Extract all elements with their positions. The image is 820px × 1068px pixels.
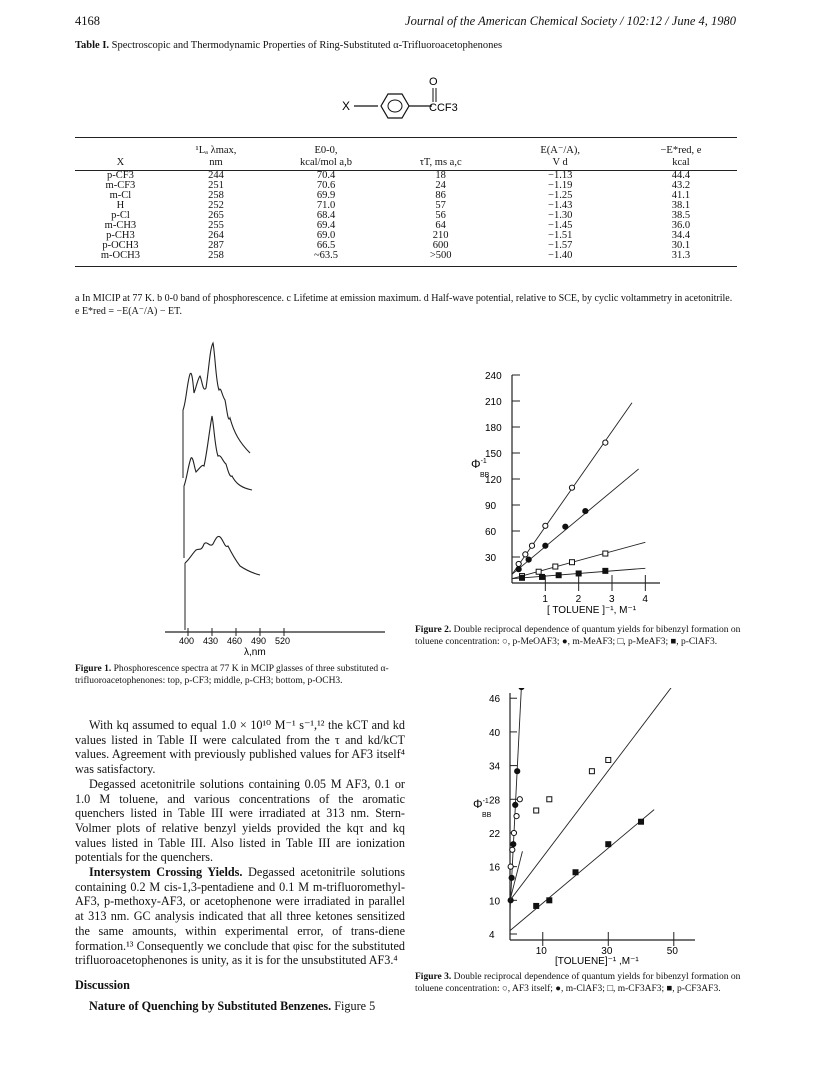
table-cell: 44.4	[671, 170, 691, 181]
table-cell: 30.1	[671, 240, 691, 251]
table-caption-label: Table I.	[75, 40, 110, 51]
figure2-xtick-label: 1	[542, 594, 548, 605]
figure3-ytick-label: 34	[489, 761, 501, 773]
table-row	[75, 221, 737, 231]
figure3-point	[513, 802, 518, 807]
figure2-point	[603, 551, 608, 556]
figure3-point	[547, 797, 552, 802]
figure1-xlabel: λ,nm	[244, 647, 266, 658]
table-cell: 210	[432, 230, 449, 241]
paragraph-text: Degassed acetonitrile solutions containing 0.2 M cis-1,3-pentadiene and 0.1 M m-trifluoromethyl-AF3, p-methoxy-AF3, or acetophenone were irradiated in parallel at 313 nm. GC analysis indicated that all three ketones sensitized the same amounts, within experimental error, of trans-diene formation.¹³ Consequently we conclude that φisc for the substituted trifluoroacetophenones is unity, as it is for the unsubstituted AF3.⁴	[75, 865, 405, 968]
table-cell: >500	[429, 250, 452, 261]
page-number: 4168	[75, 14, 100, 28]
table-cell: 69.9	[316, 190, 336, 201]
figure2-ytick-label: 30	[485, 553, 497, 564]
subsection-title: Intersystem Crossing Yields.	[89, 865, 243, 880]
figure2-caption	[415, 625, 745, 648]
col-header-e00: E0-0, kcal/mol a,b	[300, 145, 352, 168]
figure3-point	[510, 847, 515, 852]
figure1-tick-label: 520	[275, 636, 291, 646]
table-cell: p-CF3	[107, 170, 134, 181]
figure2-xlabel: [ TOLUENE ]⁻¹, M⁻¹	[547, 605, 637, 616]
table-cell: 258	[208, 190, 224, 201]
table-caption-text: Spectroscopic and Thermodynamic Properties of Ring-Substituted α-Trifluoroacetophenones	[111, 40, 503, 51]
ring-circle	[388, 100, 402, 112]
table-cell: 244	[208, 170, 224, 181]
paragraph: With kq assumed to equal 1.0 × 10¹⁰ M⁻¹ s⁻¹,¹² the kCT and kd values listed in Table II were calculated from the τ and kd/kCT values. Agreement with previously published values for AF3 itself⁴ was satisfactory.	[75, 718, 405, 777]
paragraph	[75, 865, 405, 968]
figure3-point	[519, 688, 524, 690]
figure3-ytick-label: 40	[489, 727, 501, 739]
figure2-point	[540, 574, 545, 579]
chemical-structure	[340, 72, 510, 122]
table-cell: −1.19	[548, 180, 573, 191]
figure2-point	[516, 567, 521, 572]
table-cell: 34.4	[671, 230, 691, 241]
figure3-ytick-label: 10	[489, 896, 501, 908]
table-cell: 69.0	[316, 230, 336, 241]
spectrum-middle	[184, 416, 252, 490]
figure1-caption-text: Phosphorescence spectra at 77 K in MCIP glasses of three substituted α-trifluoroacetophenones: top, p-CF3; middle, p-CH3; bottom, p-OCH3.	[75, 664, 389, 686]
figure3-caption	[415, 972, 745, 995]
figure2-ytick-label: 180	[485, 423, 502, 434]
figure3-point	[573, 870, 578, 875]
table-cell: 70.4	[316, 170, 336, 181]
figure1-tick-label: 430	[203, 636, 219, 646]
paragraph	[75, 999, 405, 1014]
table-cell: m-CH3	[104, 220, 137, 231]
figure2-point	[543, 543, 548, 548]
figure3-point	[515, 769, 520, 774]
col-header-ered: −E*red, e kcal	[660, 145, 702, 168]
table-footnotes: a In MICIP at 77 K. b 0-0 band of phosphorescence. c Lifetime at emission maximum. d Half-wave potential, relative to SCE, by cyclic voltammetry in acetonitrile. e E*red = −E(A⁻/A) − ET.	[75, 293, 733, 317]
table-cell: 24	[435, 180, 446, 191]
table-cell: 265	[208, 210, 224, 221]
table-cell: p-Cl	[111, 210, 130, 221]
table-cell: −1.13	[548, 170, 573, 181]
table-row	[75, 231, 737, 241]
figure2-caption-text: Double reciprocal dependence of quantum yields for bibenzyl formation on toluene concentration: ○, p-MeOAF3; ●, m-MeAF3; □, p-MeAF3; ■, p-ClAF3.	[415, 625, 741, 647]
table-cell: −1.51	[548, 230, 573, 241]
table-cell: 43.2	[671, 180, 691, 191]
figure3-ytick-label: 22	[489, 828, 501, 840]
figure1-caption	[75, 664, 405, 687]
figure3-xtick-label: 10	[535, 946, 547, 957]
figure1-caption-label: Figure 1.	[75, 664, 112, 674]
figure2-point	[583, 508, 588, 513]
figure3-point	[508, 864, 513, 869]
figure2-point	[529, 543, 534, 548]
figure3-point	[589, 769, 594, 774]
figure1-tick-label: 460	[227, 636, 243, 646]
table-cell: 287	[208, 240, 224, 251]
figure2-point	[543, 523, 548, 528]
table-cell: 57	[435, 200, 446, 211]
table-cell: 38.5	[671, 210, 691, 221]
figure2-ylabel-sub: BB	[480, 472, 490, 479]
figure2-point	[569, 485, 574, 490]
col-header-x: X	[116, 157, 125, 168]
figure3-point	[514, 814, 519, 819]
table-cell: 38.1	[671, 200, 691, 211]
table-row	[75, 211, 737, 221]
table-cell: 70.6	[316, 180, 336, 191]
table-cell: m-CF3	[105, 180, 136, 191]
table-bottom-rule	[75, 266, 737, 267]
figure3-ytick-label: 4	[489, 930, 495, 941]
figure1-tick-label: 490	[251, 636, 267, 646]
table-cell: m-OCH3	[100, 250, 140, 261]
section-title: Discussion	[75, 977, 130, 992]
figure3-ytick-label: 28	[489, 795, 501, 807]
figure3-point	[517, 797, 522, 802]
figure2-ytick-label: 60	[485, 527, 497, 538]
paragraph-text: Figure 5	[334, 998, 376, 1013]
figure3-point	[511, 842, 516, 847]
table-cell: 600	[432, 240, 449, 251]
figure1-plot	[160, 338, 390, 663]
table-row	[75, 251, 737, 261]
table-cell: 264	[208, 230, 224, 241]
col-header-potential: E(A⁻/A), V d	[540, 145, 581, 168]
figure3-point	[534, 903, 539, 908]
figure1-tick-label: 400	[179, 636, 195, 646]
spectrum-top	[183, 343, 250, 453]
figure2-point	[603, 568, 608, 573]
figure3-ytick-label: 46	[489, 694, 501, 706]
spectrum-bottom	[185, 536, 260, 575]
paragraph: Degassed acetonitrile solutions containing 0.05 M AF3, 0.1 or 1.0 M toluene, and various concentrations of the aromatic quenchers listed in Table III were irradiated at 313 nm. Stern-Volmer plots of relative benzyl yields provided the kqτ and kq values listed in Table III. Also listed in Table III are ionization potentials for the quenchers.	[75, 776, 405, 865]
table-cell: 64	[435, 220, 446, 231]
table-cell: −1.30	[548, 210, 573, 221]
table-cell: 258	[208, 250, 224, 261]
figure2-point	[576, 571, 581, 576]
figure2-point	[570, 560, 575, 565]
table-row	[75, 201, 737, 211]
col-header-tau: τT, ms a,c	[419, 157, 462, 168]
table-cell: 41.1	[671, 190, 691, 201]
figure3-plot	[465, 688, 705, 973]
oxygen-label: O	[429, 76, 438, 88]
figure2-point	[563, 524, 568, 529]
figure3-ylabel-sub: BB	[482, 812, 492, 819]
figure3-xtick-label: 30	[601, 946, 613, 957]
body-text	[75, 718, 405, 1013]
figure3-ytick-label: 16	[489, 862, 501, 874]
table-cell: 56	[435, 210, 446, 221]
figure3-point	[534, 808, 539, 813]
table-cell: H	[116, 200, 125, 211]
figure2-point	[556, 573, 561, 578]
table-cell: 18	[435, 170, 446, 181]
ccf3-label: CCF3	[429, 102, 458, 114]
figure3-ylabel: $\Phi^{-1}$	[473, 797, 489, 811]
figure2-point	[523, 552, 528, 557]
table-cell: −1.40	[548, 250, 573, 261]
figure3-fit-line	[510, 688, 705, 900]
figure2-ytick-label: 120	[485, 475, 502, 486]
table-cell: −1.25	[548, 190, 573, 201]
figure2-ytick-label: 90	[485, 501, 497, 512]
col-header-lambda: ¹Lₐ λmax, nm	[195, 145, 237, 168]
table-caption	[75, 40, 502, 51]
figure3-point	[509, 875, 514, 880]
figure2-xtick-label: 3	[609, 594, 615, 605]
table-cell: 251	[208, 180, 224, 191]
benzene-ring	[381, 94, 409, 118]
figure2-point	[536, 569, 541, 574]
figure2-plot	[465, 365, 695, 650]
figure2-point	[520, 575, 525, 580]
figure3-xtick-label: 50	[666, 946, 678, 957]
properties-table	[75, 138, 737, 261]
figure2-xtick-label: 4	[642, 594, 648, 605]
table-cell: 86	[435, 190, 446, 201]
table-cell: 71.0	[316, 200, 336, 211]
figure3-point	[511, 830, 516, 835]
table-cell: −1.43	[548, 200, 573, 211]
table-row	[75, 191, 737, 201]
table-cell: ~63.5	[313, 250, 339, 261]
figure2-point	[553, 564, 558, 569]
table-row	[75, 171, 737, 181]
figure2-xtick-label: 2	[575, 594, 582, 605]
table-cell: −1.57	[548, 240, 573, 251]
table-row	[75, 181, 737, 191]
table-cell: 255	[208, 220, 224, 231]
figure2-ytick-label: 240	[485, 371, 502, 382]
structure-x-label: X	[342, 99, 351, 113]
figure3-point	[547, 898, 552, 903]
table-cell: p-CH3	[106, 230, 135, 241]
figure2-point	[603, 440, 608, 445]
figure2-ylabel: $\Phi^{-1}$	[471, 457, 487, 471]
figure2-caption-label: Figure 2.	[415, 625, 452, 635]
figure2-point	[516, 561, 521, 566]
table-cell: m-Cl	[109, 190, 132, 201]
table-cell: 31.3	[671, 250, 691, 261]
table-cell: 252	[208, 200, 224, 211]
figure2-ytick-label: 150	[485, 449, 502, 460]
figure3-point	[606, 842, 611, 847]
figure3-fit-line	[510, 810, 654, 931]
figure3-xlabel: [TOLUENE]⁻¹ ,M⁻¹	[555, 956, 639, 967]
figure2-point	[526, 557, 531, 562]
table-cell: p-OCH3	[102, 240, 139, 251]
table-cell: −1.45	[548, 220, 573, 231]
subsection-title: Nature of Quenching by Substituted Benzenes.	[89, 998, 332, 1013]
table-cell: 66.5	[316, 240, 336, 251]
table-cell: 68.4	[316, 210, 336, 221]
figure3-point	[606, 757, 611, 762]
figure3-caption-label: Figure 3.	[415, 972, 452, 982]
figure3-point	[639, 819, 644, 824]
journal-citation: Journal of the American Chemical Society / 102:12 / June 4, 1980	[405, 14, 736, 28]
figure3-caption-text: Double reciprocal dependence of quantum yields for bibenzyl formation on toluene concentration: ○, AF3 itself; ●, m-ClAF3; □, m-CF3AF3; ■, p-CF3AF3.	[415, 972, 741, 994]
table-cell: 69.4	[316, 220, 336, 231]
table-cell: 36.0	[671, 220, 691, 231]
figure2-ytick-label: 210	[485, 397, 502, 408]
table-row	[75, 241, 737, 251]
